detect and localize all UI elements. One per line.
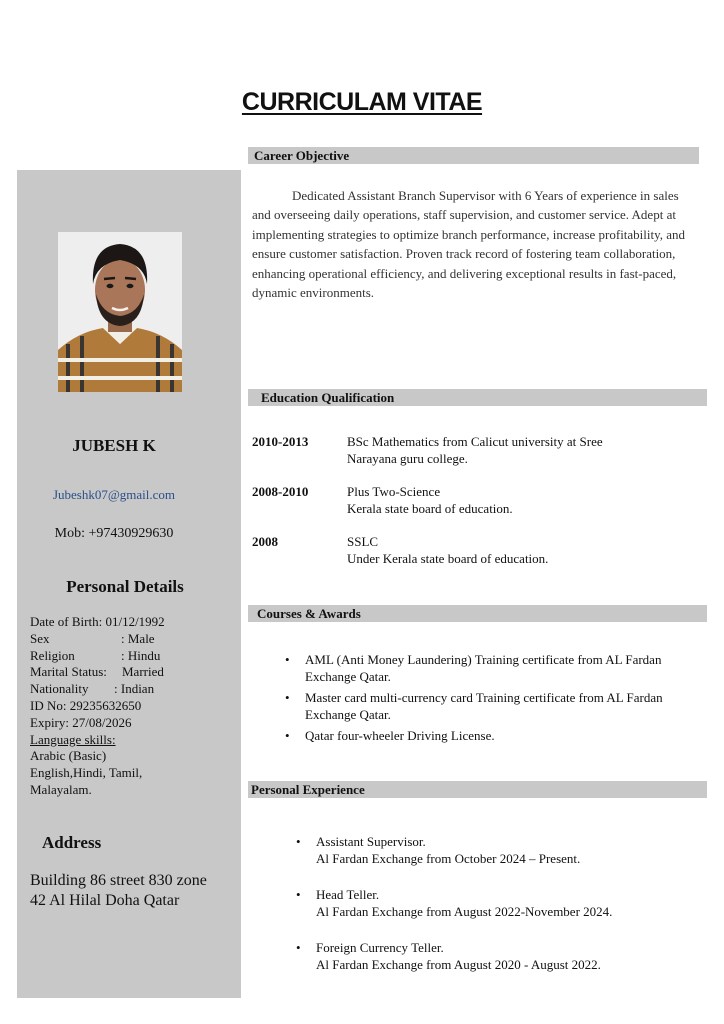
detail-label: Sex [30,630,50,646]
bullet-icon: • [296,887,301,902]
detail-row-sex [30,631,235,648]
detail-value: : Hindu [121,647,161,663]
experience-role: Assistant Supervisor. [316,834,426,849]
id-number: ID No: 29235632650 [30,697,142,713]
detail-value: : Indian [114,681,155,697]
address-text [30,871,235,911]
address-heading: Address [42,833,102,852]
bullet-icon: • [285,728,290,743]
experience-list [296,834,706,993]
list-item: • Master card multi-currency card Training certificate from AL Fardan Exchange Qatar. [285,690,663,722]
detail-value: : Male [121,630,155,646]
detail-label: Religion [30,647,75,663]
list-item: • AML (Anti Money Laundering) Training certificate from AL Fardan Exchange Qatar. [285,652,662,684]
courses-list [285,652,715,750]
courses-heading: Courses & Awards [248,605,707,622]
list-item [296,834,706,867]
bullet-icon: • [285,652,290,667]
experience-role: Foreign Currency Teller. [316,940,444,955]
experience-heading: Personal Experience [248,781,707,798]
language-item: Malayalam. [30,781,92,797]
personal-details-heading: Personal Details [66,577,184,596]
bullet-icon: • [296,834,301,849]
bullet-icon: • [296,940,301,955]
language-skills-heading: Language skills: [30,731,116,747]
detail-value: Married [122,664,164,680]
education-detail: BSc Mathematics from Calicut university at Sree [347,434,603,449]
detail-row-religion [30,648,235,665]
education-detail: Kerala state board of education. [347,501,513,516]
education-detail: Plus Two-Science [347,484,441,499]
career-objective-text: Dedicated Assistant Branch Supervisor with 6 Years of experience in sales and overseeing daily operations, staff supervision, and customer service. Adept at implementing strategies to optimize branch performance, increase profitability, and ensure customer satisfaction. Proven track record of fostering team collaboration, enhancing operational efficiency, and delivering exceptional results in fast-paced, dynamic environments. [252,188,686,301]
language-item: English,Hindi, Tamil, [30,765,143,781]
career-objective-heading: Career Objective [248,147,699,164]
list-item: • Qatar four-wheeler Driving License. [285,728,495,743]
experience-detail: Al Fardan Exchange from August 2022-November 2024. [316,903,613,919]
detail-row-nationality [30,681,235,698]
education-detail: SSLC [347,534,379,549]
profile-photo [58,232,182,392]
education-year: 2008 [252,534,278,549]
detail-label: Marital Status: [30,664,107,680]
experience-detail: Al Fardan Exchange from August 2020 - August 2022. [316,956,601,972]
education-year: 2008-2010 [252,484,309,499]
experience-detail: Al Fardan Exchange from October 2024 – Present. [316,850,581,866]
document-title: CURRICULAM VITAE [241,88,483,116]
personal-details-list [30,614,235,799]
education-detail: Narayana guru college. [347,451,468,466]
address-line: Building 86 street 830 zone [30,872,207,889]
mobile-number: Mob: +97430929630 [54,526,174,541]
language-item: Arabic (Basic) [30,748,107,764]
list-item [296,887,706,920]
bullet-icon: • [285,690,290,705]
address-line: 42 Al Hilal Doha Qatar [30,892,180,909]
experience-role: Head Teller. [316,887,380,902]
education-year: 2010-2013 [252,434,309,449]
education-detail: Under Kerala state board of education. [347,551,549,566]
id-expiry: Expiry: 27/08/2026 [30,714,132,730]
dob: Date of Birth: 01/12/1992 [30,614,165,629]
list-item [296,940,706,973]
detail-row-marital-status [30,664,235,681]
detail-label: Nationality [30,681,89,697]
education-heading: Education Qualification [248,389,707,406]
candidate-name: JUBESH K [72,436,156,455]
email-link[interactable]: Jubeshk07@gmail.com [52,487,176,502]
